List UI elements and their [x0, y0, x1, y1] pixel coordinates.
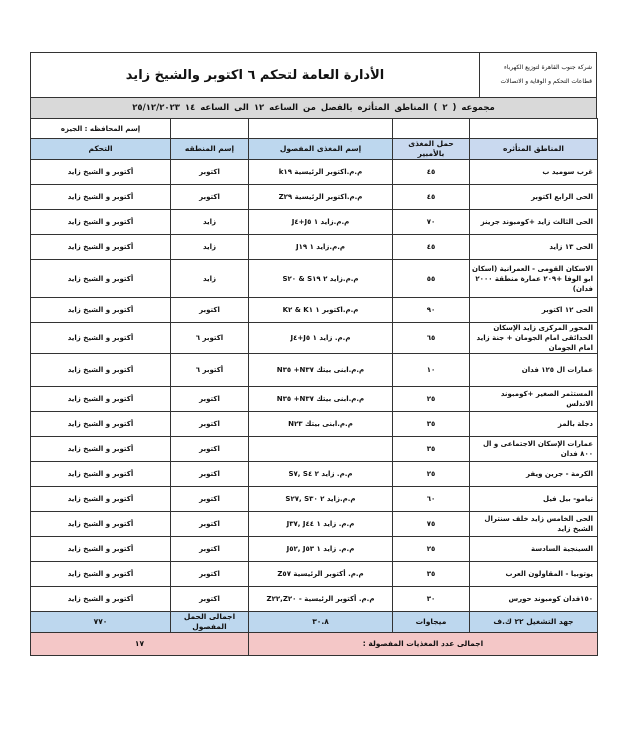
cell-region: زايد — [171, 235, 249, 260]
cell-control: أكتوبر و الشيخ زايد — [31, 210, 171, 235]
cell-region: اكتوبر ٦ — [171, 323, 249, 354]
outage-table — [30, 118, 598, 656]
column-header-area: المناطق المتأثره — [470, 139, 598, 160]
cell-area: دجلة بالمز — [470, 412, 598, 437]
cell-control: أكتوبر و الشيخ زايد — [31, 587, 171, 612]
cell-control: أكتوبر و الشيخ زايد — [31, 323, 171, 354]
table-row — [31, 210, 598, 235]
cell-feeder: م.م.اكتوبر ١ K١ & K٢ — [249, 298, 393, 323]
cell-load: ١٠ — [393, 354, 470, 387]
cell-area: السينجية السادسة — [470, 537, 598, 562]
cell-load: ٧٥ — [393, 512, 470, 537]
cell-region: اكتوبر — [171, 512, 249, 537]
cell-feeder: م.م. أكتوبر الرئيسية Z٥٧ — [249, 562, 393, 587]
megawatt-value: ٣٠.٨ — [249, 612, 393, 633]
cell-control: أكتوبر و الشيخ زايد — [31, 387, 171, 412]
cell-feeder: م.م.زايد ٢ S٣٠ ,S٢٧ — [249, 487, 393, 512]
cell-control: أكتوبر و الشيخ زايد — [31, 562, 171, 587]
cell-area: الحى الثالث زايد +كومبوند جرينز — [470, 210, 598, 235]
report-header — [30, 52, 597, 97]
cell-region: اكتوبر — [171, 587, 249, 612]
cell-load: ٣٥ — [393, 562, 470, 587]
table-row — [31, 260, 598, 298]
megawatt-label: ميجاوات — [393, 612, 470, 633]
table-row — [31, 587, 598, 612]
cell-load: ٢٥ — [393, 537, 470, 562]
cell-area: الحى الخامس زايد خلف سنترال الشيخ زايد — [470, 512, 598, 537]
cell-feeder: م.م.ابنى بيتك N٣٧+ N٣٥ — [249, 354, 393, 387]
cell-load: ٤٥ — [393, 160, 470, 185]
cell-area: الحى ١٢ اكتوبر — [470, 298, 598, 323]
table-row — [31, 512, 598, 537]
cell-region: اكتوبر — [171, 487, 249, 512]
cell-load: ٢٥ — [393, 387, 470, 412]
cell-load: ٧٠ — [393, 210, 470, 235]
table-row — [31, 462, 598, 487]
cell-area: غرب سوميد ب — [470, 160, 598, 185]
column-header-region: إسم المنطقه — [171, 139, 249, 160]
cell-control: أكتوبر و الشيخ زايد — [31, 260, 171, 298]
governorate-label: إسم المحافظه : الجيزه — [31, 119, 171, 139]
table-row — [31, 298, 598, 323]
cell-feeder: م.م.زايد ١ J٥+J٤ — [249, 210, 393, 235]
table-row — [31, 354, 598, 387]
cell-area: المحور المركزى زايد الإسكان الحدائقى امام الجومان + جنة زايد امام الجومان — [470, 323, 598, 354]
table-row — [31, 323, 598, 354]
cell-feeder: م.م. زايد ١ J٥+J٤ — [249, 323, 393, 354]
table-row — [31, 437, 598, 462]
cell-region: زايد — [171, 260, 249, 298]
cell-load: ٦٥ — [393, 323, 470, 354]
voltage-label: جهد التشغيل ٢٢ ك.ف — [470, 612, 598, 633]
cell-area: المستثمر الصغير +كومبوند الاندلس — [470, 387, 598, 412]
governorate-row — [31, 119, 598, 139]
table-row — [31, 185, 598, 210]
company-sector: قطاعات التحكم و الوقاية و الاتصالات — [500, 78, 592, 85]
cell-control: أكتوبر و الشيخ زايد — [31, 437, 171, 462]
cell-load: ٤٥ — [393, 235, 470, 260]
cell-feeder: م.م.زايد ٢ S١٩ & S٢٠ — [249, 260, 393, 298]
cell-region: اكتوبر — [171, 160, 249, 185]
column-header-load: حمل المغذى بالأمبير — [393, 139, 470, 160]
feeder-count-label: اجمالى عدد المغذيات المفصولة : — [249, 633, 598, 656]
cell-area: عمارات الإسكان الاجتماعى و ال ٨٠٠ فدان — [470, 437, 598, 462]
cell-feeder: م.م. زايد ٢ S٤ ,S٧ — [249, 462, 393, 487]
table-row — [31, 235, 598, 260]
totals-row — [31, 612, 598, 633]
cell-feeder: م.م. أكتوبر الرئيسية - Z٢٠,Z٢٢ — [249, 587, 393, 612]
cell-control: أكتوبر و الشيخ زايد — [31, 462, 171, 487]
feeder-count-row — [31, 633, 598, 656]
cell-feeder: م.م. زايد ١ J٤٤ ,J٣٧ — [249, 512, 393, 537]
cell-load: ٤٥ — [393, 185, 470, 210]
cell-region: اكتوبر — [171, 185, 249, 210]
cell-control: أكتوبر و الشيخ زايد — [31, 412, 171, 437]
cell-region: زايد — [171, 210, 249, 235]
column-header-control: التحكم — [31, 139, 171, 160]
cell-load: ٦٠ — [393, 487, 470, 512]
cell-region: أكتوبر ٦ — [171, 354, 249, 387]
column-header-feeder: إسم المغذى المفصول — [249, 139, 393, 160]
cell-area: الكرمة - جرين ويفر — [470, 462, 598, 487]
cell-area: ١٥٠فدان كومبوند حورس — [470, 587, 598, 612]
report-subtitle: مجموعه ( ٢ ) المناطق المتأثره بالفصل من الساعه ١٢ الى الساعه ١٤ ٢٥/١٢/٢٠٢٣ — [30, 97, 597, 118]
cell-feeder: م.م.زايد ١ J١٩ — [249, 235, 393, 260]
cell-load: ٣٥ — [393, 437, 470, 462]
cell-load: ٢٥ — [393, 462, 470, 487]
total-load-value: ٧٧٠ — [31, 612, 171, 633]
cell-area: عمارات ال ١٢٥ فدان — [470, 354, 598, 387]
cell-control: أكتوبر و الشيخ زايد — [31, 185, 171, 210]
table-row — [31, 412, 598, 437]
feeder-count-value: ١٧ — [31, 633, 249, 656]
cell-control: أكتوبر و الشيخ زايد — [31, 160, 171, 185]
table-row — [31, 562, 598, 587]
report-sheet — [30, 52, 597, 656]
cell-area: تيامو- بيل فيل — [470, 487, 598, 512]
cell-region: اكتوبر — [171, 387, 249, 412]
cell-region: اكتوبر — [171, 298, 249, 323]
company-name: شركة جنوب القاهرة لتوزيع الكهرباء — [504, 64, 592, 71]
cell-load: ٥٥ — [393, 260, 470, 298]
cell-control: أكتوبر و الشيخ زايد — [31, 235, 171, 260]
cell-feeder: م.م.ابنى بيتك N٣٧+ N٣٥ — [249, 387, 393, 412]
cell-area: الاسكان القومى - العمرانية (اسكان ابو الوفا +٢٠٩ عمارة منطقة ٢٠٠٠ فدان) — [470, 260, 598, 298]
cell-feeder: م.م.اكتوبر الرئيسية Z٢٩ — [249, 185, 393, 210]
column-header-row — [31, 139, 598, 160]
cell-area: الحى الرابع اكتوبر — [470, 185, 598, 210]
cell-region: اكتوبر — [171, 412, 249, 437]
cell-region: اكتوبر — [171, 537, 249, 562]
cell-control: أكتوبر و الشيخ زايد — [31, 354, 171, 387]
cell-feeder: م.م. زايد ١ J٥٣ ,J٥٢ — [249, 537, 393, 562]
cell-control: أكتوبر و الشيخ زايد — [31, 487, 171, 512]
cell-region: اكتوبر — [171, 437, 249, 462]
cell-feeder: م.م.اكتوبر الرئيسية k١٩ — [249, 160, 393, 185]
company-block — [479, 53, 596, 97]
cell-region: اكتوبر — [171, 562, 249, 587]
cell-load: ٩٠ — [393, 298, 470, 323]
cell-control: أكتوبر و الشيخ زايد — [31, 512, 171, 537]
cell-area: الحى ١٣ زايد — [470, 235, 598, 260]
cell-control: أكتوبر و الشيخ زايد — [31, 298, 171, 323]
cell-area: يوتوبيا - المقاولون العرب — [470, 562, 598, 587]
cell-region: اكتوبر — [171, 462, 249, 487]
table-row — [31, 487, 598, 512]
total-load-label: اجمالى الحمل المفصول — [171, 612, 249, 633]
cell-load: ٣٠ — [393, 587, 470, 612]
report-title: الأدارة العامة لتحكم ٦ اكتوبر والشيخ زايد — [125, 67, 385, 83]
table-row — [31, 160, 598, 185]
table-row — [31, 537, 598, 562]
table-row — [31, 387, 598, 412]
cell-feeder — [249, 437, 393, 462]
cell-load: ٣٥ — [393, 412, 470, 437]
cell-feeder: م.م.ابنى بيتك N٢٣ — [249, 412, 393, 437]
cell-control: أكتوبر و الشيخ زايد — [31, 537, 171, 562]
